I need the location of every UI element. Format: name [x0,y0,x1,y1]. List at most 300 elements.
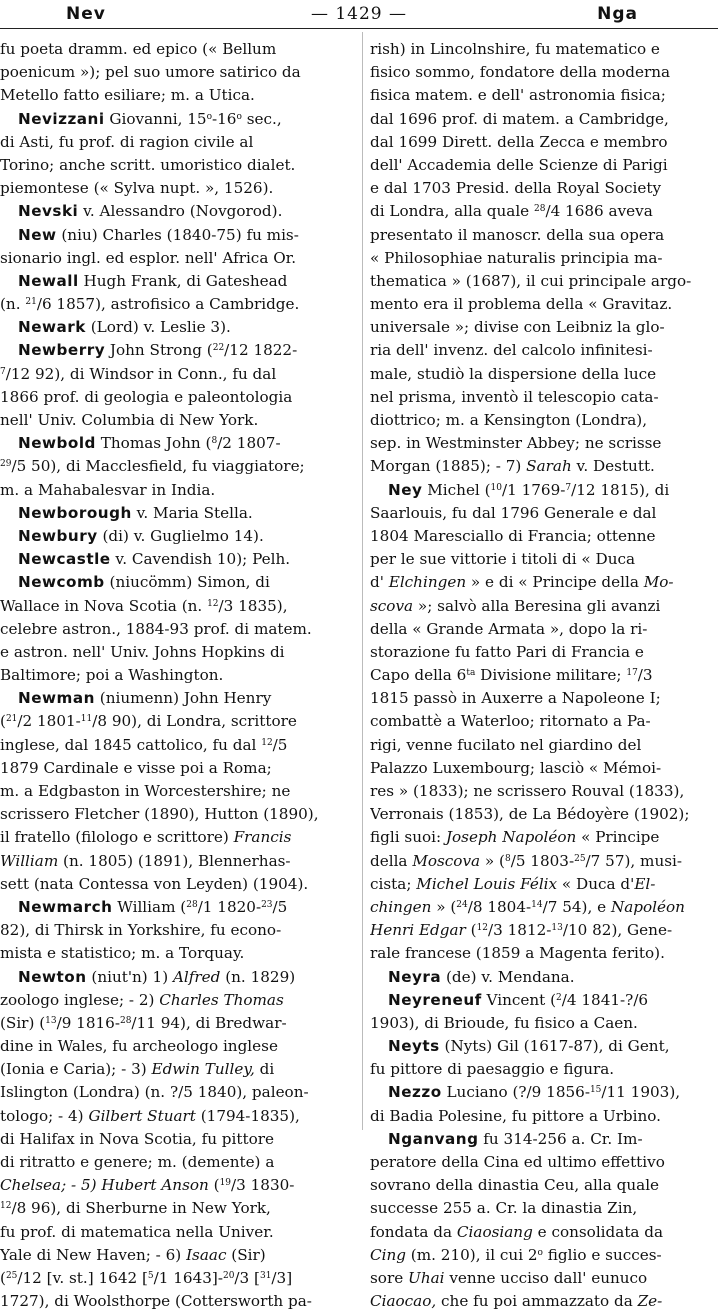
text-run: (niut'n) 1) [86,967,173,986]
superscript: 7 [565,482,572,493]
text-line [0,1174,355,1197]
text-run: fondata da [370,1222,457,1241]
text-run: sec., [241,109,282,128]
text-line [0,224,355,247]
text-line [0,1012,355,1035]
text-run: /12 1822- [224,341,298,360]
entry-headword: Neyts [388,1037,440,1056]
text-line [0,502,355,525]
italic-text: Alfred [172,967,221,986]
text-run: /4 1841-?/6 [561,990,649,1009]
text-run: John Strong ( [105,341,213,360]
superscript: 13 [45,1015,57,1026]
superscript: 8 [211,436,218,447]
text-line [370,873,716,896]
text-run: celebre astron., 1884-93 prof. di matem. [0,619,312,638]
text-line [0,525,355,548]
text-run: /3 [637,666,653,685]
entry-headword: Newark [18,318,86,337]
text-line [0,710,355,733]
entry-headword: Newcastle [18,550,111,569]
text-line [0,803,355,826]
text-run: inglese, dal 1845 cattolico, fu dal [0,735,262,754]
text-line [0,919,355,942]
text-run: successe 255 a. Cr. la dinastia Zin, [370,1199,638,1218]
text-run: /5 [272,735,288,754]
text-run: figli suoi: [370,828,446,847]
superscript: o [537,1247,543,1258]
text-run: 1879 Cardinale e visse poi a Roma; [0,758,272,777]
text-line [370,247,716,270]
text-run: Metello fatto esiliare; m. a Utica. [0,86,255,105]
entry-headword: Newmarch [18,897,113,916]
text-line [370,1035,716,1058]
text-run: /3 1830- [231,1176,295,1195]
text-run: Yale di New Haven; - 6) [0,1245,187,1264]
text-line [370,989,716,1012]
text-line [370,154,716,177]
text-run: (1794-1835), [195,1106,300,1125]
text-run: « Duca d' [557,874,635,893]
text-line [370,1081,716,1104]
text-line [0,687,355,710]
text-line [370,548,716,571]
text-run: Saarlouis, fu dal 1796 Generale e dal [370,503,657,522]
text-run: ria dell' invenz. del calcolo infinitesi- [370,341,653,360]
text-line [0,548,355,571]
text-run: figlio e succes- [542,1245,662,1264]
superscript: 2 [556,992,562,1003]
text-run: cista; [370,874,417,893]
superscript: 13 [551,923,563,934]
superscript: 25 [574,853,586,864]
column-divider [362,32,363,1130]
text-run: res » (1833); ne scrissero Rouval (1833), [370,782,685,800]
text-run: sett (nata Contessa von Leyden) (1904). [0,874,309,893]
text-line [370,177,716,200]
text-run: male, studiò la dispersione della luce [370,364,657,383]
text-run: 1866 prof. di geologia e paleontologia [0,387,293,406]
text-line [370,803,716,826]
text-line [0,1128,355,1151]
text-line [0,1081,355,1104]
text-line [370,363,716,386]
text-run: /6 1857), astrofisico a Cambridge. [36,295,300,314]
text-line [370,664,716,687]
text-line [0,1151,355,1174]
text-run: v. Cavendish 10); Pelh. [110,550,291,569]
text-line [0,293,355,316]
text-line [0,571,355,594]
superscript: o [236,111,242,122]
text-line [370,131,716,154]
text-run: Verronais (1853), de La Bédoyère (1902); [370,805,690,824]
text-line [0,432,355,455]
italic-text: Isaac [186,1245,227,1264]
text-line [370,1221,716,1244]
text-line [0,177,355,200]
text-run: d' [370,573,389,592]
italic-text: Elchingen [388,573,467,592]
text-run: /5 50), di Macclesfield, fu viaggiatore; [11,457,305,476]
text-run: di Londra, alla quale [370,202,534,221]
entry-headword: Ney [388,480,423,499]
text-run: /8 96), di Sherburne in New York, [11,1199,271,1218]
text-line [0,154,355,177]
italic-text: Ciaocao, [370,1292,437,1311]
text-line [0,641,355,664]
text-line [370,896,716,919]
text-run: Torino; anche scritt. umoristico dialet. [0,155,296,174]
italic-text: Chelsea; - 5) [0,1176,102,1195]
header-right-keyword: Nga [597,4,638,24]
text-run: (Ionia e Caria); - 3) [0,1060,152,1079]
text-line [370,61,716,84]
text-line [370,942,716,965]
superscript: 28 [534,204,546,215]
italic-text: Napoléon [610,897,685,916]
text-line [0,84,355,107]
superscript: 28 [119,1015,132,1026]
entry-headword: Newton [18,967,87,986]
text-run: (m. 210), il cui 2 [405,1245,538,1264]
text-run: /5 1803- [510,851,575,870]
text-run: m. a Edgbaston in Worcestershire; ne [0,782,291,800]
text-line [0,1290,355,1313]
text-line [370,270,716,293]
text-run: m. a Mahabalesvar in India. [0,480,216,499]
text-run: che fu poi ammazzato da [436,1292,638,1311]
text-line [0,1197,355,1220]
italic-text: William [0,851,59,870]
text-run: piemontese (« Sylva nupt. », 1526). [0,179,274,198]
text-line [370,1197,716,1220]
text-run: ( [208,1176,220,1195]
text-run: scrissero Fletcher (1890), Hutton (1890), [0,805,319,824]
text-run: /11 1903), [601,1083,681,1102]
text-line [0,873,355,896]
text-run: /3 1812- [488,921,552,940]
entry-headword: Newborough [18,503,132,522]
text-run: /5 [272,897,288,916]
text-run: diottrico; m. a Kensington (Londra), [370,411,648,429]
superscript: 21 [5,714,18,725]
entry-headword: Neyreneuf [388,990,482,1009]
text-run: (de) v. Mendana. [441,967,575,986]
text-run: 1727), di Woolsthorpe (Cottersworth pa- [0,1292,312,1311]
text-run: /7 57), musi- [585,851,683,870]
superscript: 17 [626,668,638,679]
text-run: (di) v. Guglielmo 14). [97,526,264,545]
text-line [0,1267,355,1290]
text-line [0,780,355,803]
text-line [0,618,355,641]
text-run: di ritratto e genere; m. (demente) a [0,1153,275,1171]
text-run: il fratello (filologo e scrittore) [0,828,234,847]
text-run: Vincent ( [481,990,557,1009]
text-run: Palazzo Luxembourg; lasciò « Mémoi- [370,758,662,777]
text-line [370,293,716,316]
text-line [0,270,355,293]
text-run: dal 1696 prof. di matem. a Cambridge, [370,109,669,128]
superscript: 12 [261,737,273,748]
text-run: Capo della 6 [370,666,467,685]
text-run: /9 1816- [56,1013,120,1032]
superscript: 10 [490,482,502,493]
text-run: « Principe [576,828,660,847]
text-run: fu pittore di paesaggio e figura. [370,1060,615,1079]
italic-text: Francis [233,828,292,847]
text-line [370,200,716,223]
text-run: /3 [ [234,1268,260,1287]
text-run: 1804 Maresciallo di Francia; ottenne [370,526,656,545]
italic-text: Moscova [412,851,481,870]
text-line [0,61,355,84]
text-run: ( [0,712,6,731]
entry-headword: Newberry [18,341,106,360]
text-run: 1815 passò in Auxerre a Napoleone I; [370,689,661,708]
text-run: « Philosophiae naturalis principia ma- [370,248,663,267]
text-line [370,850,716,873]
text-run: combattè a Waterloo; ritornato a Pa- [370,712,651,731]
text-run: Wallace in Nova Scotia (n. [0,596,208,615]
superscript: 28 [186,899,198,910]
text-run: e dal 1703 Presid. della Royal Society [370,179,662,198]
text-run: Baltimore; poi a Washington. [0,666,224,685]
text-run: sore [370,1268,409,1287]
superscript: 15 [589,1085,602,1096]
entry-headword: Newbury [18,526,98,545]
text-run: dal 1699 Dirett. della Zecca e membro [370,132,668,151]
superscript: 7 [0,366,6,377]
text-run: 1903), di Brioude, fu fisico a Caen. [370,1013,638,1032]
text-run: /10 82), Gene- [562,921,673,940]
text-run: v. Maria Stella. [131,503,253,522]
text-run: fu prof. di matematica nella Univer. [0,1222,274,1241]
text-run: universale »; divise con Leibniz la glo- [370,318,665,337]
text-run: di Asti, fu prof. di ragion civile al [0,132,254,151]
text-line [370,455,716,478]
text-run: /3 1835), [218,596,288,615]
left-column [0,38,355,1313]
superscript: 12 [0,1201,12,1212]
right-column [370,38,716,1313]
text-run: mista e statistico; m. a Torquay. [0,944,245,963]
superscript: 22 [212,343,225,354]
entry-headword: Neyra [388,967,442,986]
text-line [0,757,355,780]
italic-text: Joseph Napoléon [445,828,577,847]
text-run: (n. 1805) (1891), Blennerhas- [58,851,291,870]
text-line [370,1174,716,1197]
italic-text: scova [370,596,414,615]
text-line [370,224,716,247]
superscript: 25 [5,1270,18,1281]
text-run: William ( [112,897,187,916]
text-run: dine in Wales, fu archeologo inglese [0,1037,278,1056]
text-run: v. Destutt. [571,457,655,476]
superscript: o [206,111,212,122]
text-run: fisica matem. e dell' astronomia fisica; [370,86,666,105]
text-line [370,1244,716,1267]
superscript: 12 [476,923,489,934]
text-run: fu poeta dramm. ed epico (« Bellum [0,40,277,58]
text-run: Morgan (1885); - 7) [370,457,527,476]
text-run: Hugh Frank, di Gateshead [78,271,288,290]
superscript: 31 [259,1270,272,1281]
text-line [0,247,355,270]
text-run: ( [0,1268,6,1287]
entry-headword: Newall [18,271,79,290]
text-line [0,339,355,362]
text-run: dell' Accademia delle Scienze di Parigi [370,155,668,174]
text-run: di [254,1060,275,1079]
text-line [370,502,716,525]
text-run: /12 1815), di [571,480,670,499]
header-rule [0,28,718,29]
page-header [0,0,718,30]
text-run: » e di « Principe della [466,573,644,592]
text-line [370,432,716,455]
italic-text: chingen [370,897,432,916]
text-run: ( [465,921,477,940]
text-line [0,38,355,61]
text-line [370,316,716,339]
text-run: /12 92), di Windsor in Conn., fu dal [5,364,277,383]
text-run: Michel ( [422,480,491,499]
text-run: /2 1801- [17,712,81,731]
text-line [370,386,716,409]
text-line [0,1105,355,1128]
text-run: di Halifax in Nova Scotia, fu pittore [0,1129,274,1148]
text-line [370,919,716,942]
text-line [370,409,716,432]
text-run: della « Grande Armata », dopo la ri- [370,619,648,638]
text-line [0,896,355,919]
text-line [0,989,355,1012]
italic-text: Gilbert Stuart [88,1106,196,1125]
text-run: (Sir) [226,1245,266,1264]
text-run: della [370,851,413,870]
text-run: sep. in Westminster Abbey; ne scrisse [370,434,662,453]
text-run: (Lord) v. Leslie 3). [85,318,231,337]
text-line [0,108,355,131]
text-line [0,850,355,873]
superscript: 23 [261,899,273,910]
text-line [370,618,716,641]
text-run: (n. [0,295,26,314]
text-line [0,966,355,989]
text-line [370,1012,716,1035]
text-line [370,1267,716,1290]
text-line [370,339,716,362]
text-line [370,525,716,548]
text-run: rale francese (1859 a Magenta ferito). [370,944,665,963]
text-run: » ( [431,897,457,916]
page-number: — 1429 — [310,4,408,24]
text-run: (n. 1829) [220,967,296,986]
text-run: rigi, venne fucilato nel giardino del [370,735,642,754]
text-run: /4 1686 aveva [545,202,653,221]
text-run: (niucömm) Simon, di [104,573,270,592]
text-line [370,641,716,664]
text-run: Giovanni, 15 [104,109,207,128]
text-run: (niu) Charles (1840-75) fu mis- [56,225,299,244]
text-run: /8 1804- [467,897,532,916]
text-run: Luciano (?/9 1856- [441,1083,590,1102]
text-run: Divisione militare; [475,666,627,685]
superscript: 24 [456,899,468,910]
text-run: nell' Univ. Columbia di New York. [0,411,259,429]
text-run: Thomas John ( [95,434,212,453]
text-run: /11 94), di Bredwar- [131,1013,287,1032]
superscript: 19 [219,1178,232,1189]
text-line [0,664,355,687]
text-run: » ( [480,851,505,870]
text-line [370,38,716,61]
text-run: /8 90), di Londra, scrittore [92,712,297,731]
superscript: 5 [147,1270,154,1281]
text-run: 82), di Thirsk in Yorkshire, fu econo- [0,921,282,940]
text-run: fu 314-256 a. Cr. Im- [478,1129,643,1148]
text-run: (niumenn) John Henry [94,689,272,708]
text-line [370,84,716,107]
superscript: 21 [25,297,37,308]
text-line [0,409,355,432]
text-run: (Sir) ( [0,1013,46,1032]
text-run: /1 1643]- [153,1268,223,1287]
text-run: -16 [212,109,237,128]
text-run: di Badia Polesine, fu pittore a Urbino. [370,1106,661,1125]
text-run: thematica » (1687), il cui principale argo- [370,271,692,290]
superscript: 12 [207,598,219,609]
italic-text: El- [634,874,656,893]
text-line [370,780,716,803]
entry-headword: Nevski [18,202,79,221]
text-run: venne ucciso dall' eunuco [444,1268,648,1287]
text-line [0,200,355,223]
text-run: Islington (Londra) (n. ?/5 1840), paleon- [0,1083,309,1102]
text-line [370,1105,716,1128]
text-line [370,595,716,618]
text-line [0,595,355,618]
text-run: sionario ingl. ed esplor. nell' Africa Or. [0,248,297,267]
text-run: /1 1769- [502,480,566,499]
text-run: sovrano della dinastia Ceu, alla quale [370,1176,660,1195]
superscript: 14 [531,899,543,910]
text-line [370,108,716,131]
text-run: nel prisma, inventò il telescopio cata- [370,387,659,406]
text-line [0,363,355,386]
text-run: mento era il problema della « Gravitaz. [370,295,673,314]
text-line [0,1244,355,1267]
header-left-keyword: Nev [66,4,106,24]
text-run: presentato il manoscr. della sua opera [370,225,665,244]
text-run: tologo; - 4) [0,1106,89,1125]
italic-text: Edwin Tulley, [151,1060,255,1079]
text-run: e consolidata da [532,1222,664,1241]
text-line [370,1151,716,1174]
text-line [0,1035,355,1058]
text-run: rish) in Lincolnshire, fu matematico e [370,40,660,58]
text-line [370,1058,716,1081]
superscript: 20 [222,1270,235,1281]
text-line [0,1058,355,1081]
text-run: storazione fu fatto Pari di Francia e [370,642,644,661]
italic-text: Charles Thomas [159,990,284,1009]
entry-headword: New [18,225,57,244]
text-run: /12 [v. st.] 1642 [ [17,1268,148,1287]
